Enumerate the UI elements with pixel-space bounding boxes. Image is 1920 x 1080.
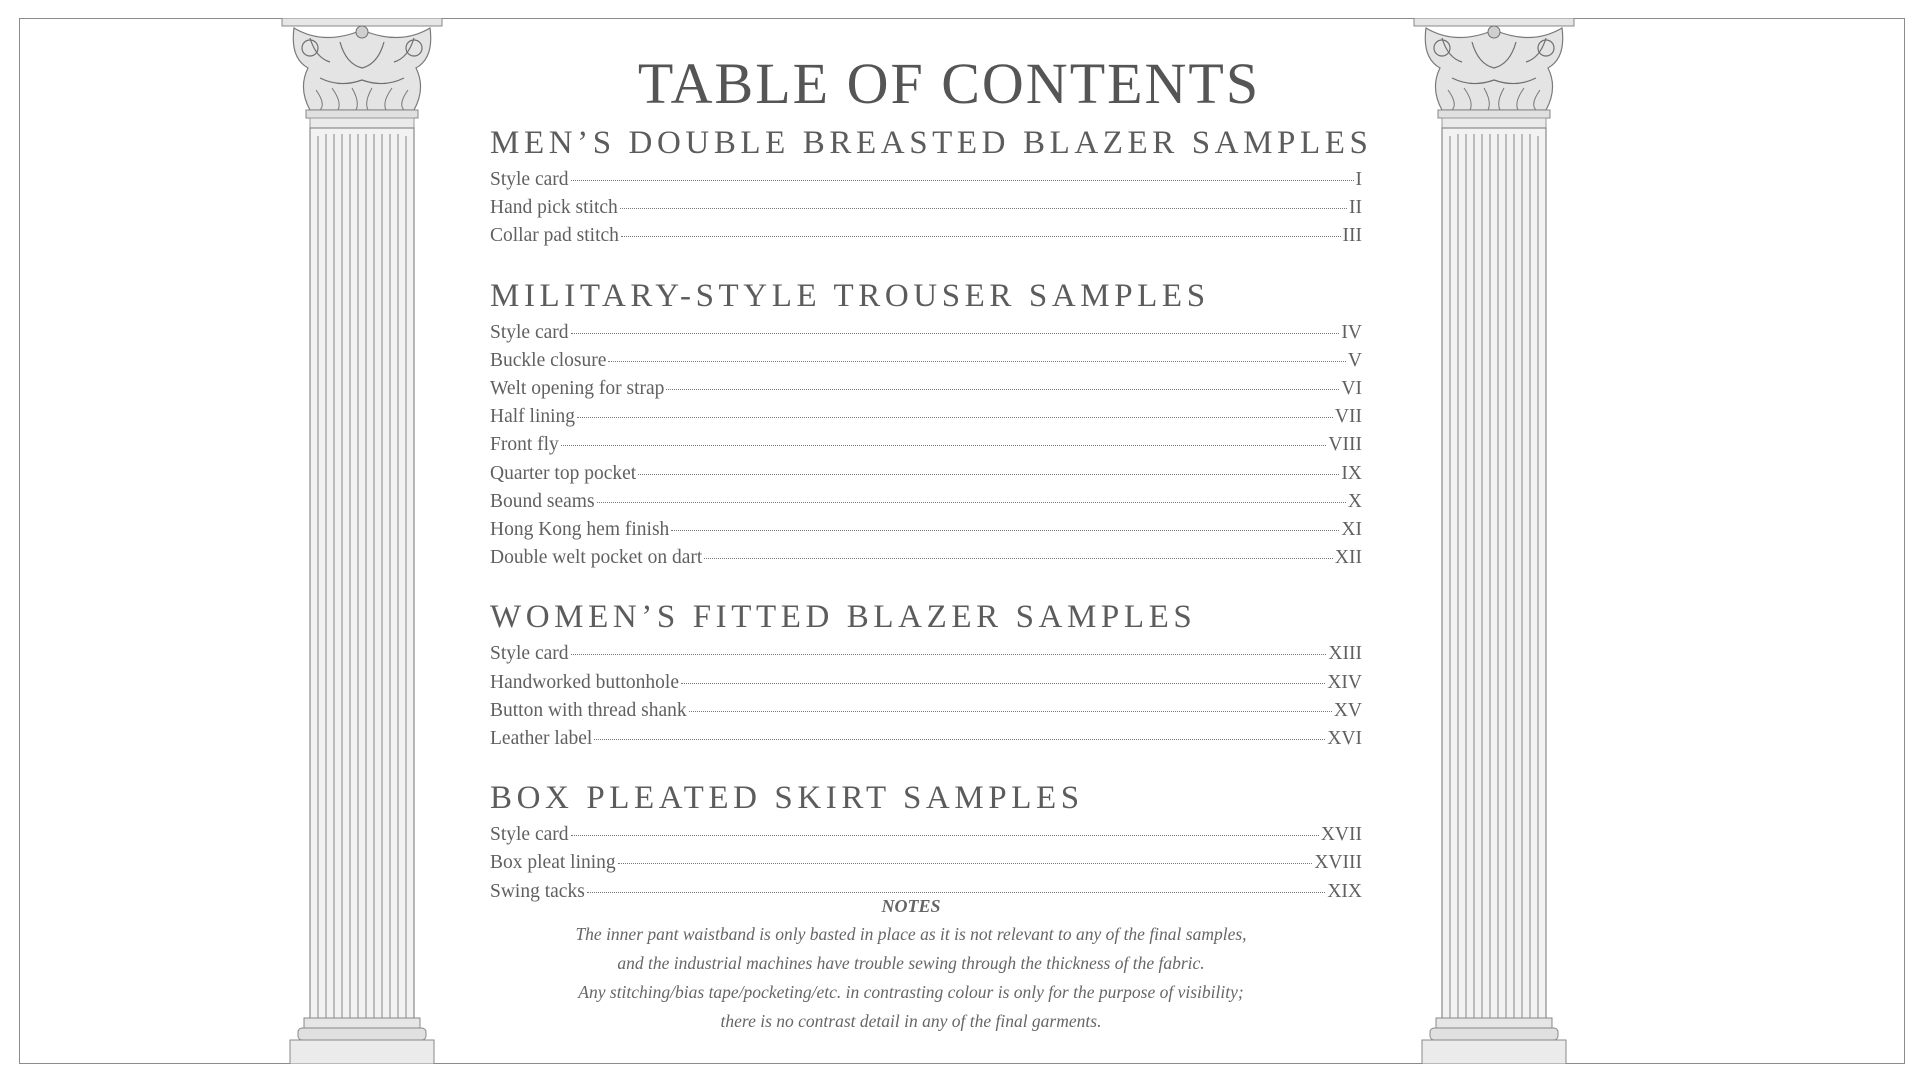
entry-page: XII: [1334, 547, 1362, 569]
entry-page: XIII: [1328, 643, 1362, 665]
dot-leader: [597, 502, 1346, 503]
toc-entry[interactable]: [490, 222, 1362, 250]
section-womens-blazer: [490, 594, 1362, 753]
section-heading: MILITARY-STYLE TROUSER SAMPLES: [490, 277, 1210, 314]
section-heading: MEN’S DOUBLE BREASTED BLAZER SAMPLES: [490, 125, 1373, 161]
entry-label: Button with thread shank: [490, 699, 687, 721]
entry-page: XIX: [1327, 880, 1362, 902]
dot-leader: [681, 683, 1325, 684]
dot-leader: [618, 863, 1313, 864]
entry-label: Bound seams: [490, 490, 595, 512]
section-heading: BOX PLEATED SKIRT SAMPLES: [490, 780, 1084, 817]
entry-label: Hong Kong hem finish: [490, 519, 670, 541]
dot-leader: [571, 333, 1340, 334]
toc-entry[interactable]: [490, 488, 1362, 516]
toc-entry[interactable]: [490, 194, 1362, 222]
toc-entry[interactable]: [490, 849, 1362, 877]
entry-page: X: [1347, 490, 1362, 512]
section-mens-blazer: [490, 120, 1373, 251]
entry-list: [490, 166, 1362, 251]
toc-entry[interactable]: [490, 544, 1362, 572]
entry-label: Style card: [490, 321, 569, 343]
dot-leader: [704, 558, 1333, 559]
entry-page: XV: [1333, 699, 1362, 721]
section-heading: WOMEN’S FITTED BLAZER SAMPLES: [490, 599, 1197, 636]
notes-line: The inner pant waistband is only basted in place as it is not relevant to any of the final samples,: [575, 924, 1247, 944]
corinthian-column-icon: [280, 18, 444, 1064]
left-column-illustration: [280, 18, 444, 1064]
dot-leader: [620, 208, 1347, 209]
dot-leader: [561, 445, 1327, 446]
notes-line: Any stitching/bias tape/pocketing/etc. in contrasting colour is only for the purpose of visibility;: [578, 982, 1244, 1002]
corinthian-column-icon: [1412, 18, 1576, 1064]
toc-entry[interactable]: [490, 669, 1362, 697]
dot-leader: [689, 711, 1332, 712]
toc-entry[interactable]: [490, 431, 1362, 459]
entry-list: [490, 640, 1362, 753]
entry-label: Style card: [490, 824, 569, 846]
entry-page: XIV: [1327, 671, 1362, 693]
toc-entry[interactable]: [490, 347, 1362, 375]
entry-label: Half lining: [490, 406, 576, 428]
entry-page: XI: [1341, 519, 1362, 541]
toc-entry[interactable]: [490, 319, 1362, 347]
toc-entry[interactable]: [490, 375, 1362, 403]
entry-page: XVII: [1320, 824, 1362, 846]
dot-leader: [638, 474, 1339, 475]
toc-entry[interactable]: [490, 403, 1362, 431]
toc-entry[interactable]: [490, 697, 1362, 725]
right-column-illustration: [1412, 18, 1576, 1064]
toc-entry[interactable]: [490, 516, 1362, 544]
entry-page: XVIII: [1314, 852, 1362, 874]
dot-leader: [571, 835, 1319, 836]
entry-page: VII: [1334, 406, 1362, 428]
entry-label: Buckle closure: [490, 349, 607, 371]
entry-label: Style card: [490, 169, 569, 190]
entry-label: Front fly: [490, 434, 559, 456]
entry-label: Collar pad stitch: [490, 225, 619, 247]
entry-label: Style card: [490, 643, 569, 665]
dot-leader: [608, 361, 1345, 362]
toc-entry[interactable]: [490, 640, 1362, 668]
entry-label: Hand pick stitch: [490, 197, 618, 219]
entry-label: Handworked buttonhole: [490, 671, 680, 693]
entry-label: Welt opening for strap: [490, 378, 665, 400]
toc-entry[interactable]: [490, 166, 1362, 194]
entry-page: VIII: [1328, 434, 1362, 456]
dot-leader: [671, 530, 1339, 531]
dot-leader: [621, 236, 1341, 237]
entry-page: IX: [1341, 462, 1362, 484]
notes-title: NOTES: [881, 896, 941, 916]
entry-page: I: [1355, 169, 1362, 190]
notes-line: there is no contrast detail in any of the final garments.: [720, 1011, 1102, 1031]
table-of-contents: [490, 48, 1373, 906]
dot-leader: [577, 417, 1333, 418]
entry-page: III: [1342, 225, 1362, 247]
dot-leader: [571, 654, 1327, 655]
entry-page: IV: [1341, 321, 1362, 343]
notes-line: and the industrial machines have trouble sewing through the thickness of the fabric.: [617, 953, 1205, 973]
entry-page: II: [1349, 197, 1362, 219]
entry-label: Quarter top pocket: [490, 462, 637, 484]
toc-entry[interactable]: [490, 460, 1362, 488]
entry-label: Leather label: [490, 728, 593, 750]
entry-list: [490, 319, 1362, 573]
section-military-trouser: [490, 273, 1362, 573]
section-box-pleated-skirt: [490, 775, 1362, 906]
entry-page: V: [1347, 349, 1362, 371]
dot-leader: [666, 389, 1339, 390]
dot-leader: [594, 739, 1325, 740]
page-title: TABLE OF CONTENTS: [637, 51, 1261, 116]
dot-leader: [571, 180, 1354, 181]
entry-page: VI: [1341, 378, 1362, 400]
entry-page: XVI: [1327, 728, 1362, 750]
entry-label: Swing tacks: [490, 880, 585, 902]
entry-label: Double welt pocket on dart: [490, 547, 703, 569]
toc-entry[interactable]: [490, 725, 1362, 753]
notes-block: [540, 892, 1282, 1036]
toc-entry[interactable]: [490, 821, 1362, 849]
entry-label: Box pleat lining: [490, 852, 616, 874]
